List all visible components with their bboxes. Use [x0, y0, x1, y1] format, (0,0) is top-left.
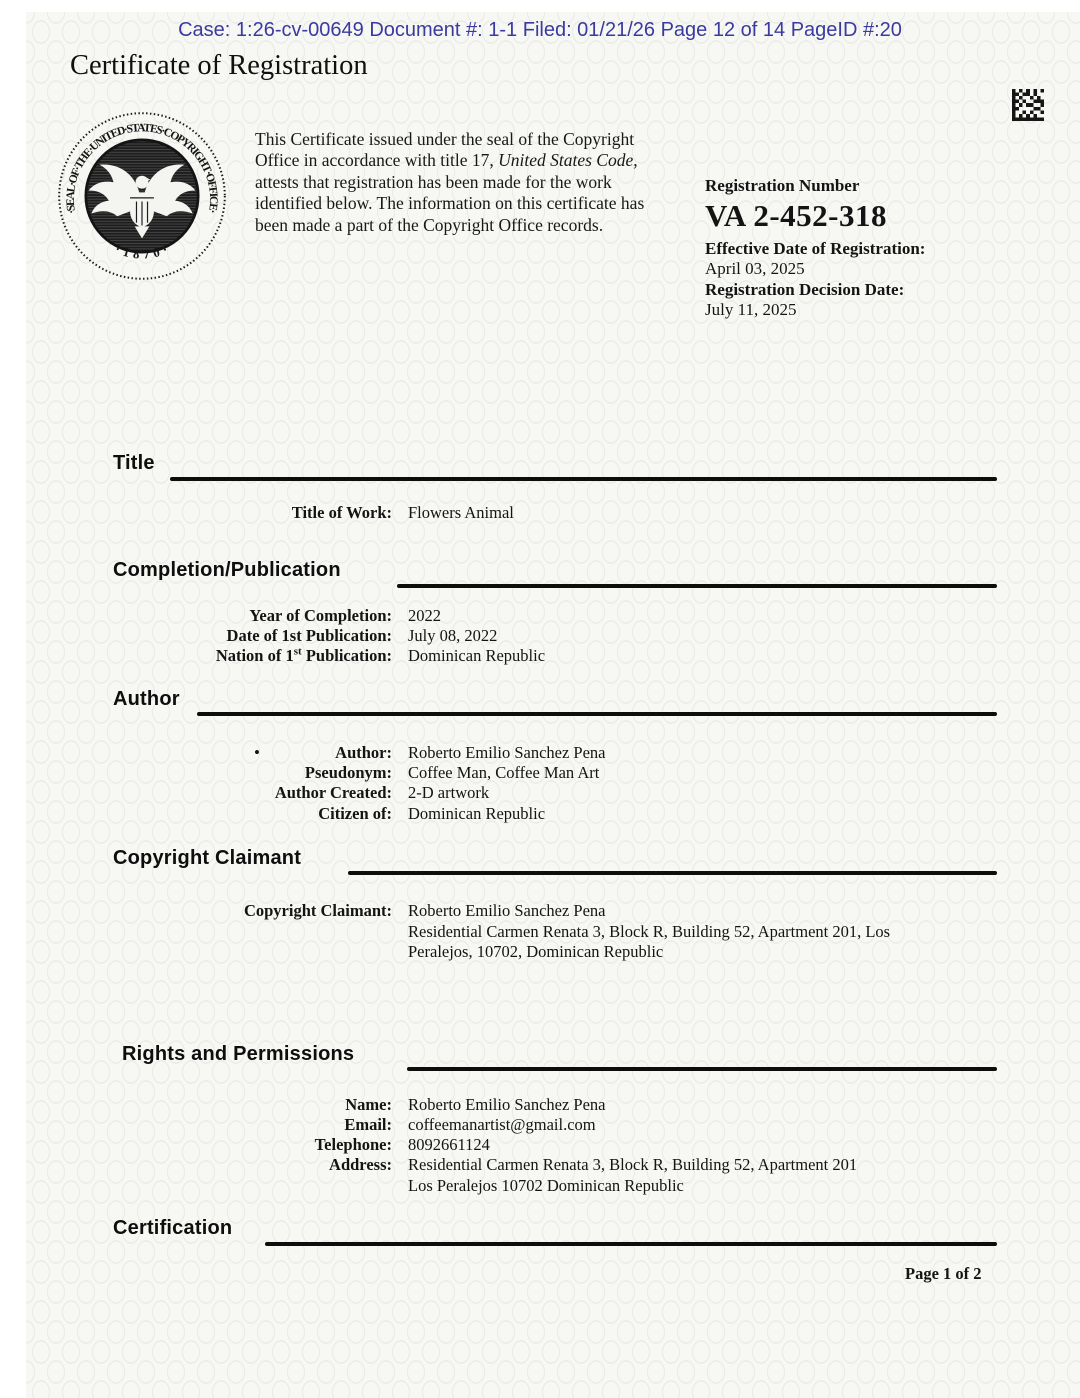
decision-date-value: July 11, 2025 — [705, 300, 797, 319]
value-line: Residential Carmen Renata 3, Block R, Building 52, Apartment 201, Los — [408, 921, 891, 941]
field-value: Dominican Republic — [408, 804, 546, 823]
page-indicator: Page 1 of 2 — [905, 1264, 982, 1283]
registration-block — [705, 176, 1035, 321]
section-heading-claimant: Copyright Claimant — [113, 847, 302, 869]
field-value: Roberto Emilio Sanchez Pena — [408, 1095, 606, 1114]
seal-year-text: ·1870· — [113, 241, 173, 262]
section-rule — [197, 712, 997, 716]
value-line: Roberto Emilio Sanchez Pena — [408, 901, 606, 920]
field-label: Year of Completion: — [249, 606, 392, 625]
value-line: Residential Carmen Renata 3, Block R, Building 52, Apartment 201 — [408, 1155, 858, 1174]
registration-number-label: Registration Number — [705, 176, 860, 195]
field-value: 2-D artwork — [408, 783, 490, 802]
label-text: Nation of 1 — [215, 646, 294, 665]
statement-text: This Certificate issued under the seal of the Copyright Office in accordance with title 17, — [255, 129, 635, 171]
field-label: Date of 1st Publication: — [226, 626, 392, 645]
field-value: Flowers Animal — [408, 503, 514, 522]
label-text: Publication: — [301, 646, 392, 665]
decision-date-label: Registration Decision Date: — [705, 279, 905, 299]
field-value: Coffee Man, Coffee Man Art — [408, 763, 600, 782]
section-heading-rights: Rights and Permissions — [122, 1043, 355, 1065]
field-label: Telephone: — [314, 1135, 392, 1154]
seal-ring-text: ·SEAL·OF·THE·UNITED·STATES·COPYRIGHT·OFFICE· — [64, 122, 220, 215]
field-value: 8092661124 — [408, 1135, 490, 1154]
section-rule — [407, 1067, 997, 1071]
section-heading-title: Title — [113, 452, 155, 474]
field-value: coffeemanartist@gmail.com — [408, 1115, 596, 1134]
effective-date-value: April 03, 2025 — [705, 259, 805, 278]
page-title: Certificate of Registration — [70, 50, 368, 81]
value-line: Peralejos, 10702, Dominican Republic — [408, 942, 664, 961]
effective-date-label: Effective Date of Registration: — [705, 238, 926, 258]
field-label: Copyright Claimant: — [243, 901, 392, 920]
field-label: Title of Work: — [291, 503, 392, 522]
field-value: Dominican Republic — [408, 646, 546, 665]
statement-italic-text: United States Code — [498, 150, 634, 171]
field-label: Author Created: — [274, 783, 392, 802]
field-label: Author: — [335, 743, 392, 762]
field-label: Email: — [344, 1115, 392, 1134]
field-label — [216, 646, 392, 667]
value-line: Los Peralejos 10702 Dominican Republic — [408, 1175, 684, 1195]
field-value: Roberto Emilio Sanchez Pena — [408, 743, 606, 762]
field-value: 2022 — [408, 606, 441, 625]
section-rule — [397, 584, 997, 588]
registration-number: VA 2-452-318 — [705, 197, 887, 233]
datamatrix-barcode-icon — [1012, 88, 1044, 122]
statement-text-2: , attests that registration has been made for the work identified below. The information on this certificate has been made a part of the Copyright Office records. — [255, 150, 645, 235]
field-label: Citizen of: — [318, 804, 392, 823]
author-bullet: • — [254, 743, 260, 762]
field-label: Pseudonym: — [304, 763, 392, 782]
field-value: July 08, 2022 — [408, 626, 498, 645]
field-value — [408, 1155, 857, 1196]
field-label: Name: — [345, 1095, 392, 1114]
copyright-office-seal-icon — [50, 104, 234, 288]
section-rule — [348, 871, 997, 875]
section-rule — [170, 477, 997, 481]
case-caption: Case: 1:26-cv-00649 Document #: 1-1 Filed: 01/21/26 Page 12 of 14 PageID #:20 — [178, 19, 902, 41]
section-heading-completion: Completion/Publication — [113, 559, 341, 581]
certificate-statement — [255, 129, 671, 236]
label-superscript: st — [293, 645, 302, 658]
section-heading-author: Author — [113, 688, 180, 710]
section-rule — [265, 1242, 997, 1246]
field-value — [408, 901, 890, 963]
section-heading-certification: Certification — [113, 1217, 233, 1239]
field-label: Address: — [329, 1155, 392, 1174]
